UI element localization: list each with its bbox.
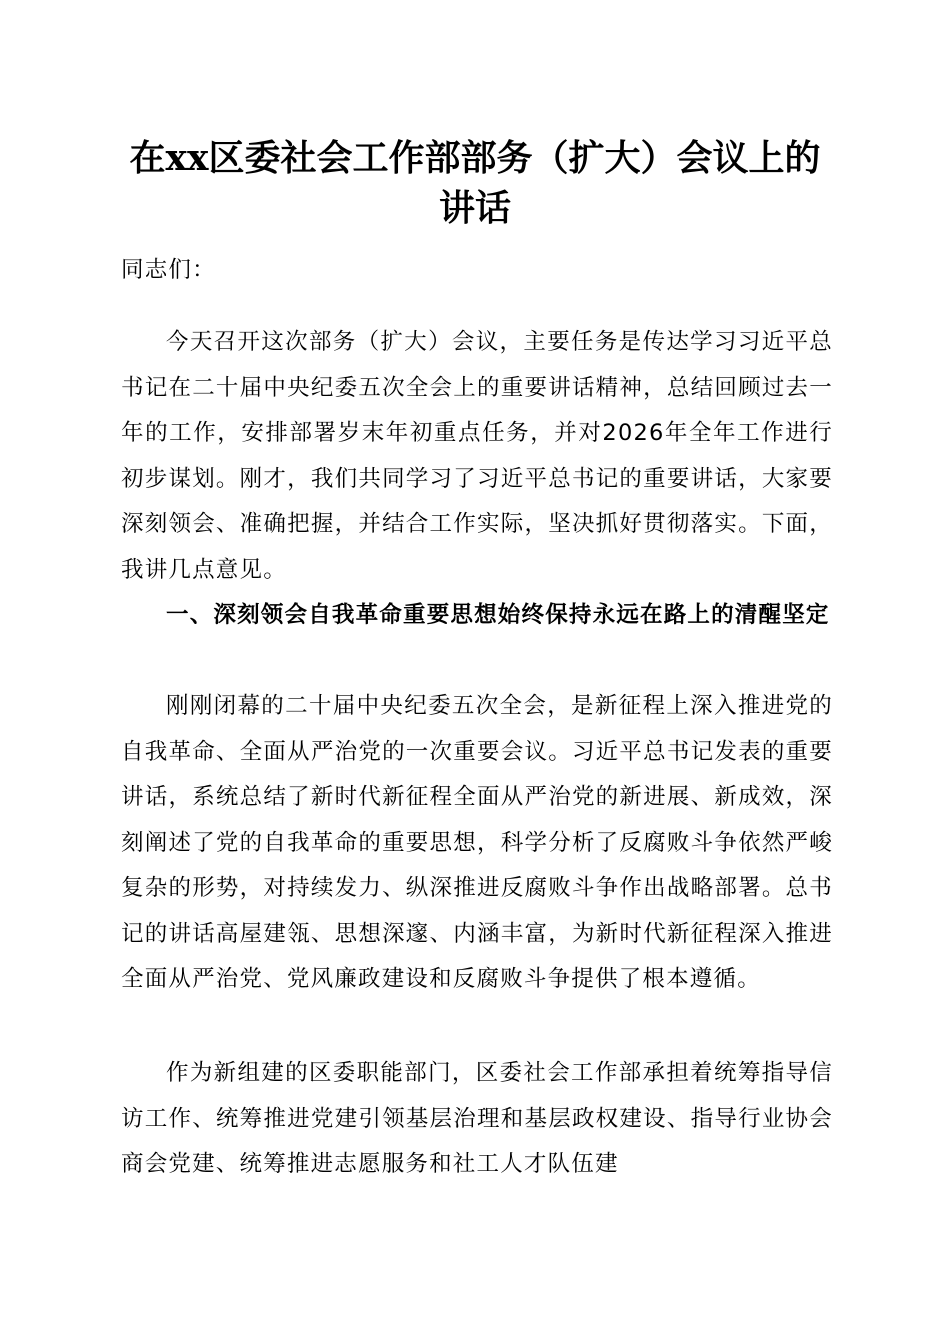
section-heading-1: 一、深刻领会自我革命重要思想始终保持永远在路上的清醒坚定 <box>166 602 830 628</box>
document-title-line-1: 在xx区委社会工作部部务（扩大）会议上的 <box>129 137 821 179</box>
paragraph-intro: 今天召开这次部务（扩大）会议，主要任务是传达学习习近平总书记在二十届中央纪委五次全会上的重要讲话精神，总结回顾过去一年的工作，安排部署岁末年初重点任务，并对2026年全年工作进行初步谋划。刚才，我们共同学习了习近平总书记的重要讲话，大家要深刻领会、准确把握，并结合工作实际，坚决抓好贯彻落实。下面，我讲几点意见。 <box>121 329 833 583</box>
paragraph-section1-b: 作为新组建的区委职能部门，区委社会工作部承担着统筹指导信访工作、统筹推进党建引领基层治理和基层政权建设、指导行业协会商会党建、统筹推进志愿服务和社工人才队伍建 <box>121 1060 833 1177</box>
paragraph-section1-a: 刚刚闭幕的二十届中央纪委五次全会，是新征程上深入推进党的自我革命、全面从严治党的一次重要会议。习近平总书记发表的重要讲话，系统总结了新时代新征程全面从严治党的新进展、新成效，深刻阐述了党的自我革命的重要思想，科学分析了反腐败斗争依然严峻复杂的形势，对持续发力、纵深推进反腐败斗争作出战略部署。总书记的讲话高屋建瓴、思想深邃、内涵丰富，为新时代新征程深入推进全面从严治党、党风廉政建设和反腐败斗争提供了根本遵循。 <box>121 693 833 992</box>
salutation: 同志们： <box>121 257 216 283</box>
document-title-line-2: 讲话 <box>438 187 511 229</box>
